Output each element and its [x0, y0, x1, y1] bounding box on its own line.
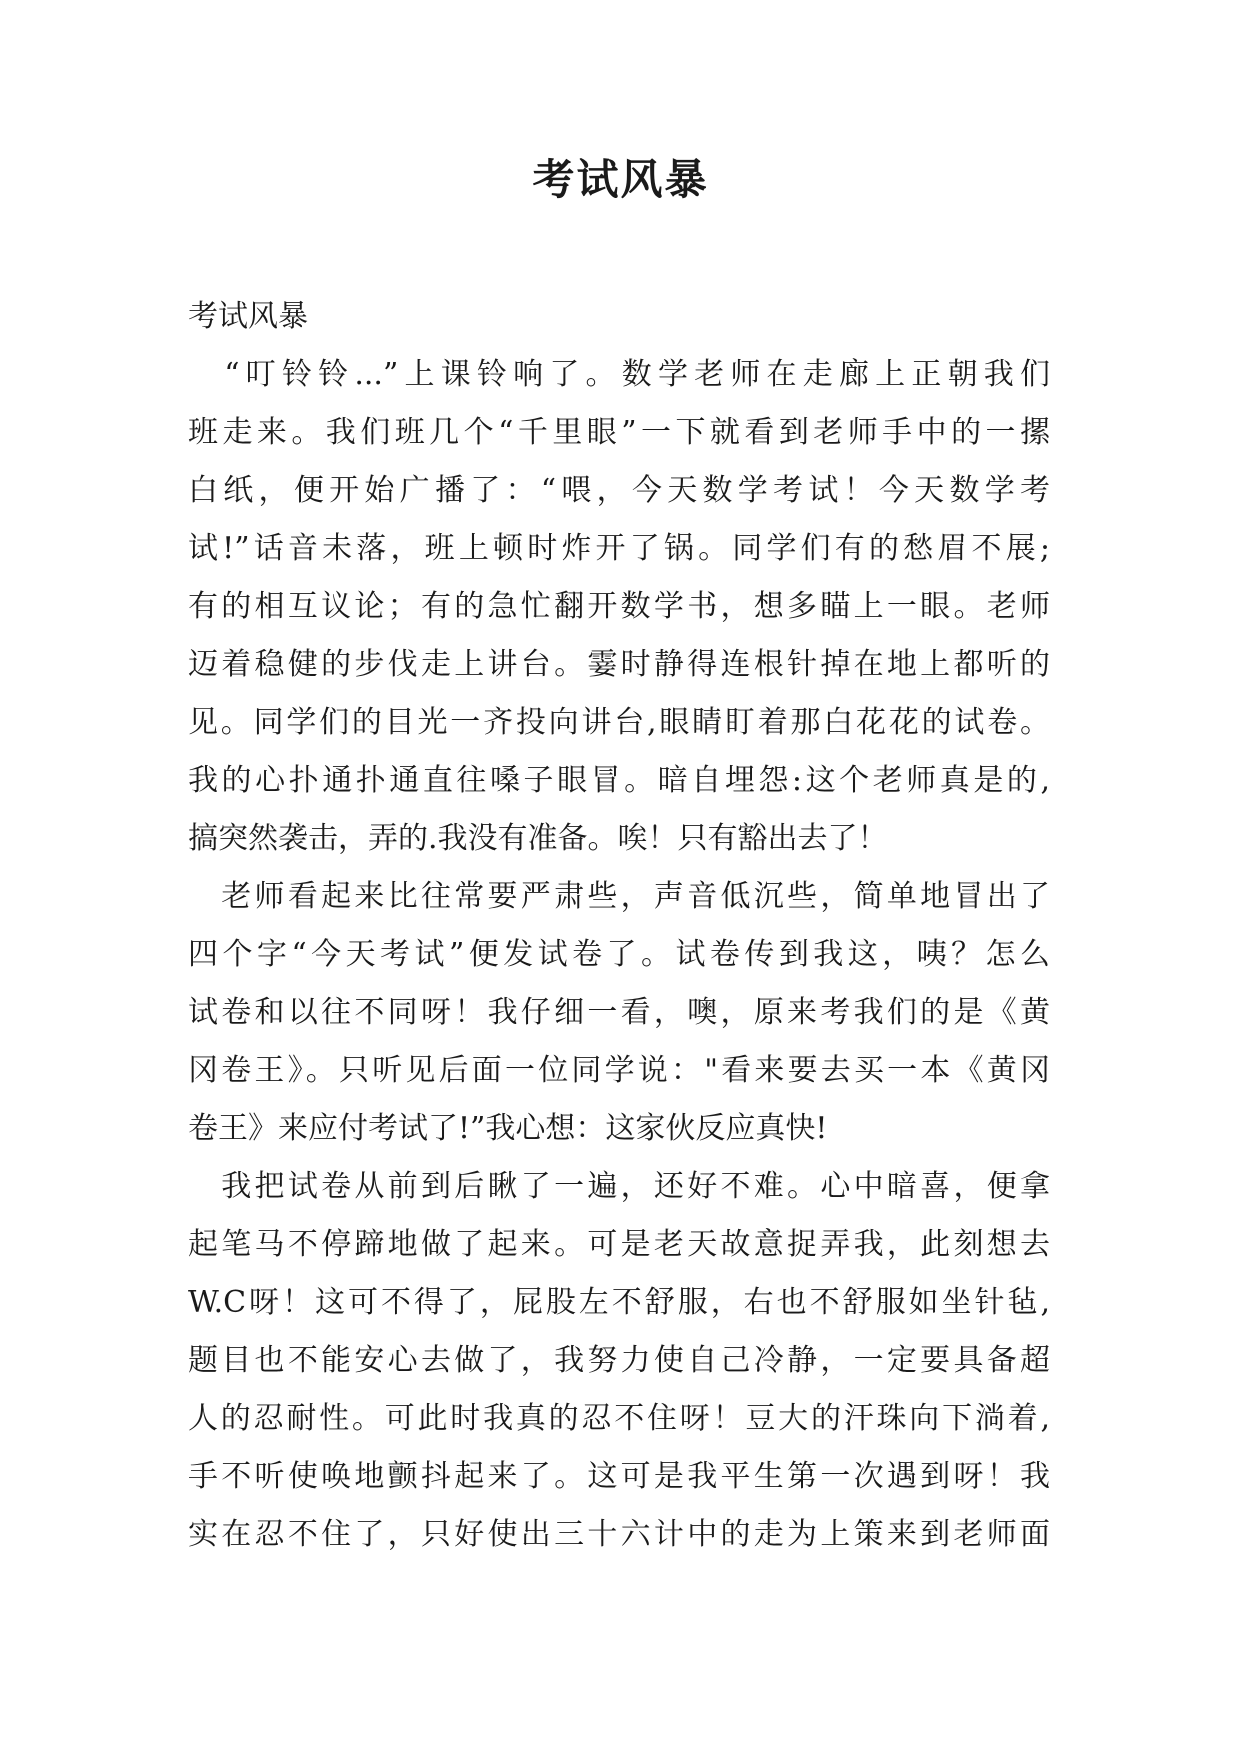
text-line: 实在忍不住了，只好使出三十六计中的走为上策来到老师面	[188, 1517, 1050, 1552]
text-line: 题目也不能安心去做了，我努力使自己冷静，一定要具备超	[188, 1343, 1050, 1378]
text-line: 有的相互议论；有的急忙翻开数学书，想多瞄上一眼。老师	[188, 589, 1050, 624]
text-line: 起笔马不停蹄地做了起来。可是老天故意捉弄我，此刻想去	[188, 1227, 1050, 1262]
text-line: 白纸，便开始广播了：“喂，今天数学考试！今天数学考	[188, 473, 1050, 508]
document-body	[188, 288, 1050, 1564]
text-line: 手不听使唤地颤抖起来了。这可是我平生第一次遇到呀！我	[188, 1459, 1050, 1494]
text-line: 见。同学们的目光一齐投向讲台,眼睛盯着那白花花的试卷。	[188, 705, 1050, 740]
document-title: 考试风暴	[532, 155, 709, 204]
text-line: 四个字“今天考试”便发试卷了。试卷传到我这，咦？怎么	[188, 937, 1050, 972]
text-line: 试!”话音未落，班上顿时炸开了锅。同学们有的愁眉不展;	[188, 531, 1050, 566]
text-line: 试卷和以往不同呀！我仔细一看，噢，原来考我们的是《黄	[188, 995, 1050, 1030]
text-line: 搞突然袭击，弄的.我没有准备。唉！只有豁出去了！	[188, 821, 888, 856]
text-line: 老师看起来比往常要严肃些，声音低沉些，简单地冒出了	[188, 879, 1050, 914]
text-line: 我的心扑通扑通直往嗓子眼冒。暗自埋怨:这个老师真是的,	[188, 763, 1050, 798]
text-line: 考试风暴	[188, 299, 308, 334]
text-line: 冈卷王》。只听见后面一位同学说："看来要去买一本《黄冈	[188, 1053, 1050, 1088]
text-line: 班走来。我们班几个“千里眼”一下就看到老师手中的一摞	[188, 415, 1050, 450]
text-line: 卷王》来应付考试了!”我心想：这家伙反应真快!	[188, 1111, 828, 1146]
text-line: 人的忍耐性。可此时我真的忍不住呀！豆大的汗珠向下淌着,	[188, 1401, 1050, 1436]
text-line: 迈着稳健的步伐走上讲台。霎时静得连根针掉在地上都听的	[188, 647, 1050, 682]
text-line: 我把试卷从前到后瞅了一遍，还好不难。心中暗喜，便拿	[188, 1169, 1050, 1204]
text-line: “叮铃铃...”上课铃响了。数学老师在走廊上正朝我们	[188, 357, 1050, 392]
text-line: W.C呀！这可不得了，屁股左不舒服，右也不舒服如坐针毡,	[188, 1285, 1050, 1320]
